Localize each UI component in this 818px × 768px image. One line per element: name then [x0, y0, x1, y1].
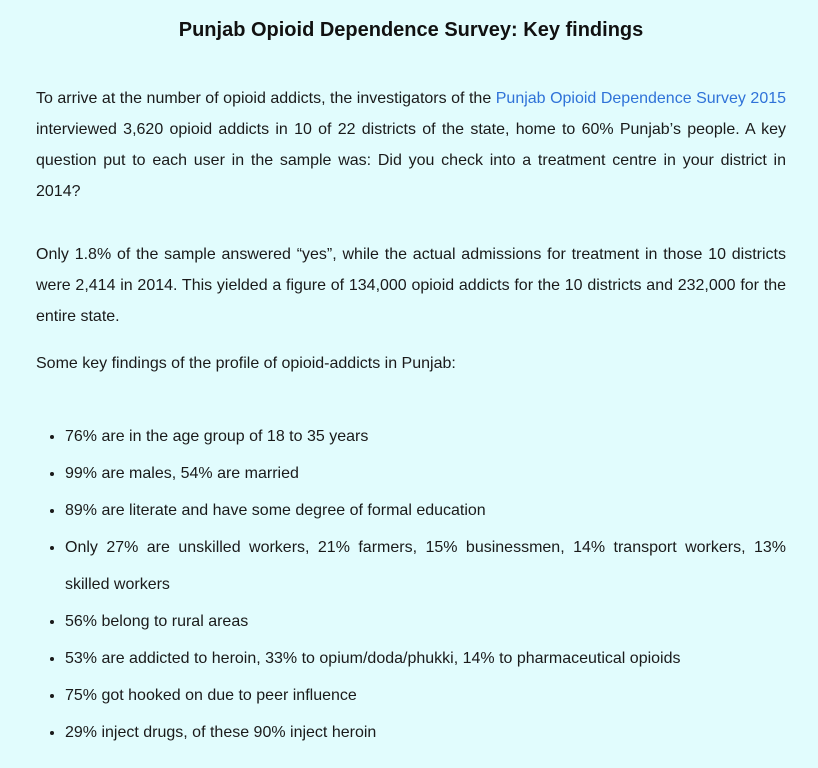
list-item: • 99% are males, 54% are married	[65, 455, 786, 492]
intro-paragraph	[36, 83, 786, 207]
page-title: Punjab Opioid Dependence Survey: Key findings	[178, 19, 644, 41]
list-item: • 53% are addicted to heroin, 33% to opium/doda/phukki, 14% to pharmaceutical opioids	[65, 640, 786, 677]
list-item: • Only 27% are unskilled workers, 21% farmers, 15% businessmen, 14% transport workers, 13% skilled workers	[65, 529, 786, 603]
list-item: • 75% got hooked on due to peer influence	[65, 677, 786, 714]
list-item: • 29% inject drugs, of these 90% inject heroin	[65, 714, 786, 751]
survey-link[interactable]: Punjab Opioid Dependence Survey 2015	[495, 90, 787, 107]
findings-intro: Some key findings of the profile of opioid-addicts in Punjab:	[36, 355, 456, 372]
results-paragraph: Only 1.8% of the sample answered “yes”, while the actual admissions for treatment in those 10 districts were 2,414 in 2014. This yielded a figure of 134,000 opioid addicts for the 10 districts and 232,000 for the entire state.	[36, 246, 786, 325]
list-item: • 89% are literate and have some degree of formal education	[65, 492, 786, 529]
list-item: • 76% are in the age group of 18 to 35 years	[65, 418, 786, 455]
intro-text-after-link: interviewed 3,620 opioid addicts in 10 of 22 districts of the state, home to 60% Punjab’s people. A key question put to each user in the sample was: Did you check into a treatment centre in your district in 2014?	[36, 121, 786, 200]
findings-list	[36, 418, 786, 751]
list-item: • 56% belong to rural areas	[65, 603, 786, 640]
intro-text-before-link: To arrive at the number of opioid addicts, the investigators of the	[36, 90, 496, 107]
